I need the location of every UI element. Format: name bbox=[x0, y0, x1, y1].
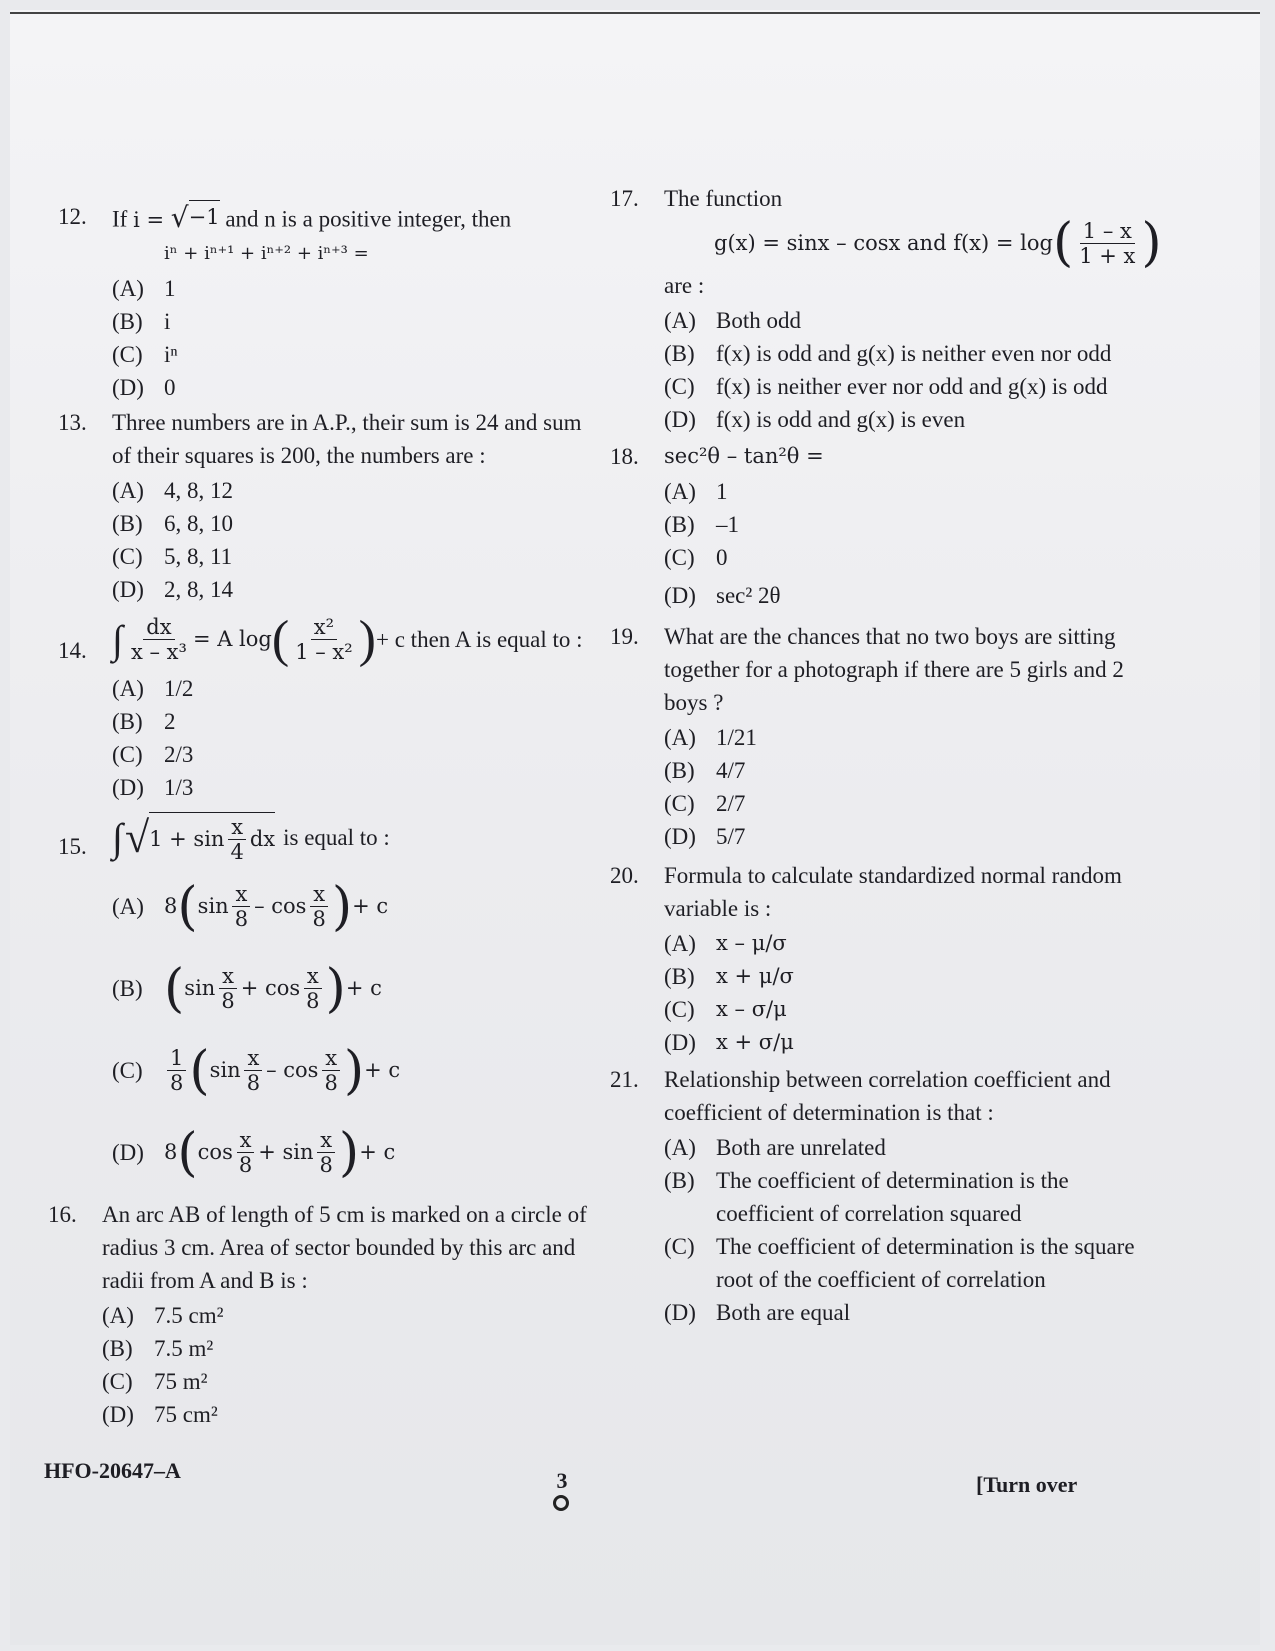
option-a[interactable]: (A) Both are unrelated bbox=[664, 1135, 886, 1160]
integral-sign: ∫ bbox=[112, 815, 123, 860]
top-rule bbox=[10, 12, 1260, 14]
options-list bbox=[112, 672, 598, 804]
question-text: sec²θ – tan²θ = bbox=[664, 444, 824, 468]
circle-mark-icon bbox=[553, 1495, 569, 1511]
question-number: 18. bbox=[610, 444, 639, 469]
question-number: 13. bbox=[58, 409, 87, 435]
options-list bbox=[102, 1299, 598, 1431]
square-root: √ 1 + sin $\frac{x}{4}$ dx bbox=[124, 812, 276, 864]
option-b[interactable]: (B) 6, 8, 10 bbox=[112, 510, 233, 536]
option-a[interactable]: (A) 8 ( sin $\frac{x}{8}$ – cos $\frac{x}{8}$ ) + c bbox=[112, 876, 389, 937]
question-text: If i = √ −1 and n is a positive integer, then bbox=[112, 200, 512, 234]
option-b[interactable]: (B) 7.5 m² bbox=[102, 1335, 214, 1361]
question-16 bbox=[48, 1198, 598, 1431]
option-d[interactable]: (D) 1/3 bbox=[112, 774, 194, 800]
option-c[interactable]: (C) 5, 8, 11 bbox=[112, 543, 233, 569]
option-a[interactable]: (A) 7.5 cm² bbox=[102, 1302, 224, 1328]
question-number: 20. bbox=[610, 863, 639, 888]
turn-over-note: [Turn over bbox=[976, 1472, 1078, 1497]
option-a[interactable]: (A) 1/2 bbox=[112, 675, 194, 701]
question-number: 16. bbox=[48, 1201, 77, 1227]
question-number: 15. bbox=[58, 833, 87, 859]
options-list bbox=[112, 272, 598, 404]
option-a[interactable]: (A) 1 bbox=[664, 479, 728, 504]
option-d[interactable]: (D) 5/7 bbox=[664, 824, 746, 849]
option-a[interactable]: (A) 4, 8, 12 bbox=[112, 477, 233, 503]
option-c[interactable]: (C) f(x) is neither ever nor odd and g(x) is odd bbox=[664, 374, 1108, 399]
option-d[interactable]: (D) 0 bbox=[112, 374, 176, 400]
question-text: ∫ √ 1 + sin $\frac{x}{4}$ dx is equal to : bbox=[112, 812, 390, 864]
question-number: 17. bbox=[610, 186, 639, 211]
question-text: An arc AB of length of 5 cm is marked on a circle of radius 3 cm. Area of sector bounded by this arc and radii from A and B is : bbox=[102, 1201, 587, 1293]
right-column bbox=[610, 182, 1170, 1329]
option-a[interactable]: (A) Both odd bbox=[664, 308, 801, 333]
options-list bbox=[112, 474, 598, 606]
option-b[interactable]: (B) ( sin $\frac{x}{8}$ + cos $\frac{x}{8}$ ) + c bbox=[112, 958, 382, 1019]
question-expression: iⁿ + iⁿ⁺¹ + iⁿ⁺² + iⁿ⁺³ = bbox=[164, 242, 369, 264]
option-c[interactable]: (C) 2/7 bbox=[664, 791, 746, 816]
option-d[interactable]: (D) 8 ( cos $\frac{x}{8}$ + sin $\frac{x}{8}$ ) + c bbox=[112, 1122, 396, 1183]
question-13 bbox=[58, 406, 598, 606]
question-19 bbox=[610, 620, 1170, 853]
option-a[interactable]: (A) 1/21 bbox=[664, 725, 757, 750]
option-c[interactable]: (C) $\frac{1}{8}$ ( sin $\frac{x}{8}$ – cos $\frac{x}{8}$ ) + c bbox=[112, 1040, 401, 1101]
question-text: Three numbers are in A.P., their sum is 24 and sum of their squares is 200, the numbers are : bbox=[112, 409, 582, 468]
question-15 bbox=[58, 812, 598, 1194]
option-a[interactable]: (A) x – μ/σ bbox=[664, 931, 787, 956]
function-definition: g(x) = sinx – cosx and f(x) = log ( $\frac{1 - x}{1 + x}$ ) bbox=[714, 213, 1162, 273]
option-d[interactable]: (D) f(x) is odd and g(x) is even bbox=[664, 407, 966, 432]
question-12 bbox=[58, 200, 598, 404]
option-d[interactable]: (D) 2, 8, 14 bbox=[112, 576, 233, 602]
option-d[interactable]: (D) sec² 2θ bbox=[664, 582, 781, 608]
option-b[interactable]: (B) f(x) is odd and g(x) is neither even nor odd bbox=[664, 341, 1112, 366]
option-b[interactable]: (B) x + μ/σ bbox=[664, 964, 794, 989]
option-c[interactable]: (C) x – σ/μ bbox=[664, 997, 787, 1022]
question-number: 19. bbox=[610, 624, 639, 649]
question-text: What are the chances that no two boys are sitting together for a photograph if there are 5 girls and 2 boys ? bbox=[664, 624, 1124, 715]
option-c[interactable]: (C) 2/3 bbox=[112, 741, 194, 767]
option-c[interactable]: (C) The coefficient of determination is the square root of the coefficient of correlation bbox=[664, 1234, 1135, 1292]
option-d[interactable]: (D) x + σ/μ bbox=[664, 1030, 794, 1055]
options-list bbox=[664, 721, 1170, 853]
question-14 bbox=[58, 610, 598, 804]
options-list bbox=[664, 304, 1170, 436]
integral-sign: ∫ bbox=[112, 617, 123, 662]
option-d[interactable]: (D) 75 cm² bbox=[102, 1401, 218, 1427]
option-c[interactable]: (C) 0 bbox=[664, 545, 728, 570]
option-c[interactable]: (C) iⁿ bbox=[112, 341, 178, 367]
option-c[interactable]: (C) 75 m² bbox=[102, 1368, 208, 1394]
options-list bbox=[664, 475, 1170, 616]
option-b[interactable]: (B) The coefficient of determination is the coefficient of correlation squared bbox=[664, 1168, 1069, 1226]
question-number: 21. bbox=[610, 1067, 639, 1092]
question-text: Relationship between correlation coefficient and coefficient of determination is that : bbox=[664, 1067, 1111, 1125]
question-number: 14. bbox=[58, 637, 87, 663]
question-21 bbox=[610, 1063, 1170, 1329]
option-d[interactable]: (D) Both are equal bbox=[664, 1300, 851, 1325]
option-a[interactable]: (A) 1 bbox=[112, 275, 176, 301]
question-text: ∫ $\frac{dx}{\text{x – x³}}$ = A log ( $\frac{\text{x²}}{\text{1 – x²}}$ ) + c then A is equal to : bbox=[112, 610, 583, 668]
options-list bbox=[112, 866, 598, 1194]
question-17: 17. The function g(x) = sinx – cosx and f(x) = log ( $\frac{1 - x}{1 + x}$ ) are : (A) Both odd (B) f(x) is odd and g(x) is neither even nor odd (C) f(x) is neither ever nor odd and g(x) is odd (D) f(x) is odd and g(x) is even bbox=[610, 182, 1170, 436]
question-text: The function bbox=[664, 186, 783, 211]
question-number: 12. bbox=[58, 204, 87, 229]
page-number: 3 bbox=[556, 1468, 568, 1493]
left-column bbox=[48, 200, 598, 1431]
question-text: Formula to calculate standardized normal random variable is : bbox=[664, 863, 1122, 921]
exam-page bbox=[10, 10, 1260, 1645]
paper-code: HFO-20647–A bbox=[44, 1458, 181, 1483]
option-b[interactable]: (B) 4/7 bbox=[664, 758, 746, 783]
question-20 bbox=[610, 859, 1170, 1059]
options-list bbox=[664, 1131, 1170, 1329]
option-b[interactable]: (B) 2 bbox=[112, 708, 176, 734]
options-list bbox=[664, 927, 1170, 1059]
option-b[interactable]: (B) –1 bbox=[664, 512, 739, 537]
question-18 bbox=[610, 440, 1170, 616]
option-b[interactable]: (B) i bbox=[112, 308, 171, 334]
